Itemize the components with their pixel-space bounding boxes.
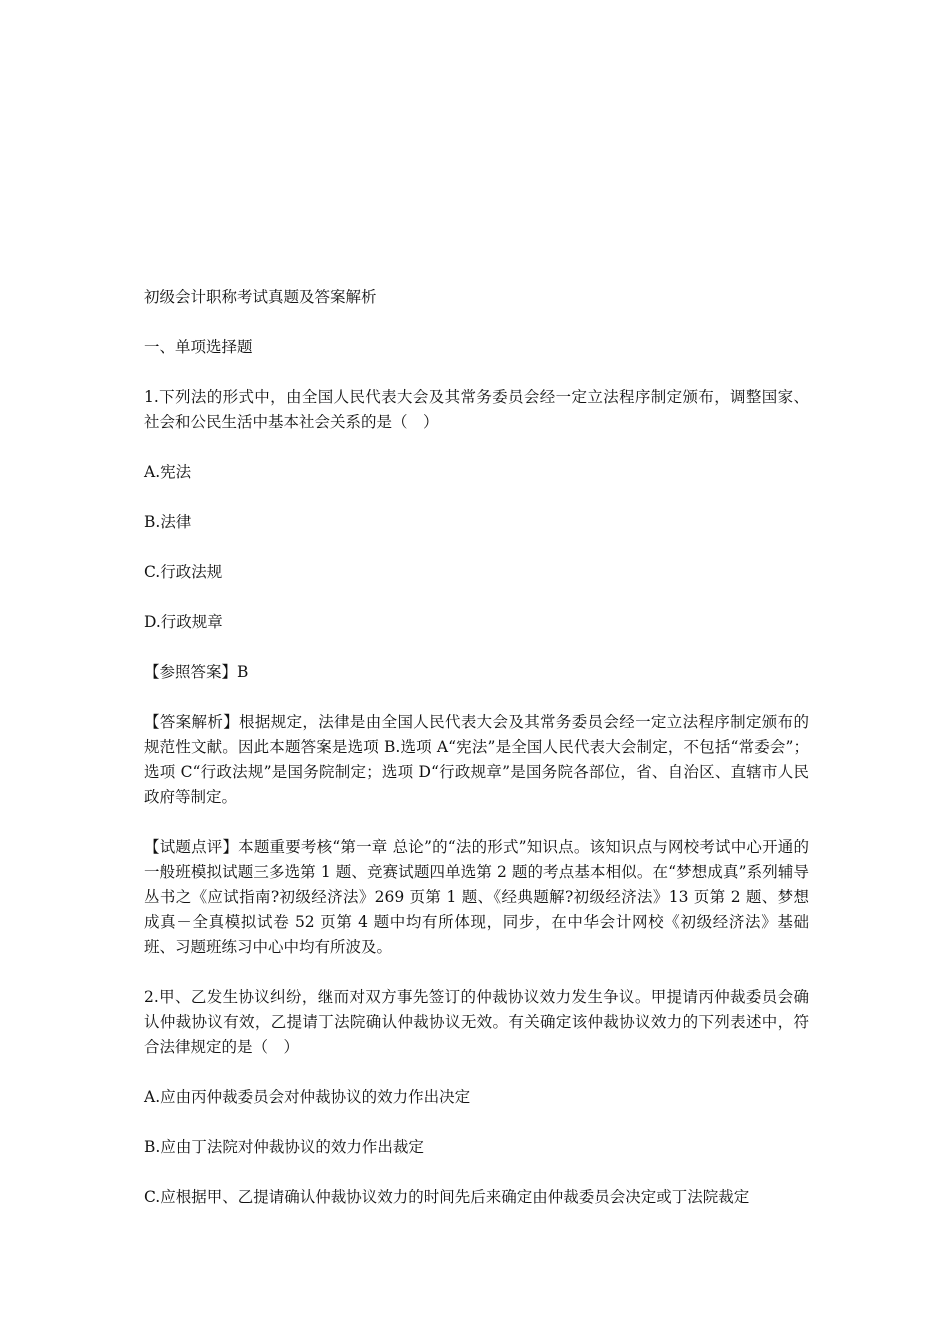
question-2-stem: 2.甲、乙发生协议纠纷，继而对双方事先签订的仲裁协议效力发生争议。甲提请丙仲裁委员会确认仲裁协议有效，乙提请丁法院确认仲裁协议无效。有关确定该仲裁协议效力的下列表述中，符合法律规定的是（ ） [144,988,809,1056]
document-title: 初级会计职称考试真题及答案解析 [144,288,377,306]
question-1-answer: 【参照答案】B [144,663,249,681]
question-1-analysis: 【答案解析】根据规定，法律是由全国人民代表大会及其常务委员会经一定立法程序制定颁布的规范性文献。因此本题答案是选项 B.选项 A“宪法”是全国人民代表大会制定，不包括“常委会”；选项 C“行政法规”是国务院制定；选项 D“行政规章”是国务院各部位，省、自治区、直辖市人民政府等制定。 [144,713,809,806]
document-body [144,285,809,1235]
section-heading: 一、单项选择题 [144,338,253,356]
question-1-review: 【试题点评】本题重要考核“第一章 总论”的“法的形式”知识点。该知识点与网校考试中心开通的一般班模拟试题三多选第 1 题、竞赛试题四单选第 2 题的考点基本相似。在“梦想成真”系列辅导丛书之《应试指南?初级经济法》269 页第 1 题、《经典题解?初级经济法》13 页第 2 题、梦想成真－全真模拟试卷 52 页第 4 题中均有所体现，同步，在中华会计网校《初级经济法》基础班、习题班练习中心中均有所波及。 [144,838,809,956]
question-1-option-b: B.法律 [144,513,192,531]
question-1-stem: 1.下列法的形式中，由全国人民代表大会及其常务委员会经一定立法程序制定颁布，调整国家、社会和公民生活中基本社会关系的是（ ） [144,388,809,431]
question-2-option-c: C.应根据甲、乙提请确认仲裁协议效力的时间先后来确定由仲裁委员会决定或丁法院裁定 [144,1188,750,1206]
question-2-option-b: B.应由丁法院对仲裁协议的效力作出裁定 [144,1138,424,1156]
question-2-option-a: A.应由丙仲裁委员会对仲裁协议的效力作出决定 [144,1088,471,1106]
question-1-option-a: A.宪法 [144,463,192,481]
question-1-option-c: C.行政法规 [144,563,223,581]
question-1-option-d: D.行政规章 [144,613,223,631]
